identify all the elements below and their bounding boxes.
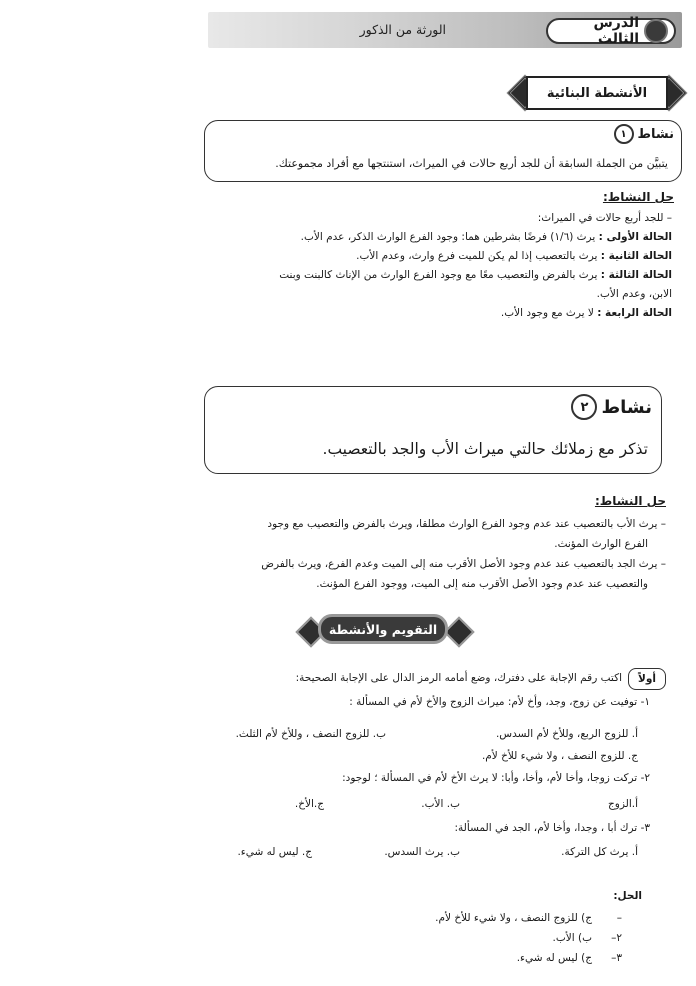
solution-2-heading: حل النشاط:	[594, 494, 666, 508]
question-2: ٢- تركت زوجا، وأخا لأم، وأخا، وأبا: لا يرث الأخ لأم في المسألة ؛ لوجود:	[342, 772, 650, 784]
lesson-emblem-icon	[644, 19, 668, 43]
question-3: ٣- ترك أبا ، وجدا، وأخا لأم، الجد في المسألة:	[454, 822, 650, 834]
question-3-option-a: أ. يرث كل التركة.	[561, 846, 638, 858]
answer-1-number: –	[616, 912, 622, 924]
question-2-option-b: ب. الأب.	[421, 798, 460, 810]
lesson-label: الدرس الثالث	[593, 15, 639, 47]
answer-3: ج) ليس له شيء.	[516, 952, 592, 964]
activity-2-label-text: نشاط	[601, 396, 652, 418]
case-4-label: الحالة الرابعة :	[597, 307, 672, 319]
case-4-text: لا يرث مع وجود الأب.	[500, 307, 598, 319]
case-1-text: يرث (١/٦) فرضًا بشرطين هما: وجود الفرع الوارث الذكر، عدم الأب.	[300, 231, 599, 243]
question-3-option-b: ب. يرث السدس.	[384, 846, 460, 858]
answer-3-number: ٣–	[611, 952, 622, 964]
evaluation-title: التقويم والأنشطة	[318, 614, 448, 644]
question-1-option-b: ب. للزوج النصف ، وللأخ لأم الثلث.	[235, 728, 386, 740]
section-title: الأنشطة البنائية	[526, 76, 668, 110]
activity-2-label	[571, 394, 652, 420]
solution-1-heading: حل النشاط:	[602, 190, 674, 204]
eval-ornament-right-icon	[443, 616, 474, 647]
lesson-tab	[546, 15, 676, 47]
solution-2-line-1: – يرث الأب بالتعصيب عند عدم وجود الفرع الوارث مطلقا، ويرث بالفرض والتعصيب مع وجود	[267, 518, 666, 530]
case-3-cont	[597, 286, 672, 302]
solution-1-intro: – للجد أربع حالات في الميراث:	[537, 212, 672, 224]
solution-2-line-3: – يرث الجد بالتعصيب عند عدم وجود الأصل الأقرب منه إلى الميت وعدم الفرع، ويرث بالفرض	[261, 558, 666, 570]
case-4	[501, 305, 672, 321]
case-3-text: يرث بالفرض والتعصيب معًا مع وجود الفرع الوارث من الإناث كالبنت وبنت	[279, 269, 601, 281]
activity-1-text: يتبيَّن من الجملة السابقة أن للجد أربع حالات في الميراث، استنتجها مع أفراد مجموعتك.	[275, 157, 668, 170]
part-1-label: أولاً	[628, 668, 666, 690]
case-1	[301, 229, 672, 245]
activity-2-text: تذكر مع زملائك حالتي ميراث الأب والجد بالتعصيب.	[322, 440, 648, 458]
activity-1-label	[614, 124, 675, 144]
case-3	[279, 267, 672, 283]
case-2	[356, 248, 672, 264]
part-1-instruction: اكتب رقم الإجابة على دفترك، وضع أمامه الرمز الدال على الإجابة الصحيحة:	[295, 672, 622, 684]
answer-2: ب) الأب.	[552, 932, 592, 944]
question-1-option-c: ج. للزوج النصف ، ولا شيء للأخ لأم.	[481, 750, 638, 762]
case-3-label: الحالة الثالثة :	[600, 269, 672, 281]
question-2-option-c: ج.الأخ.	[294, 798, 324, 810]
answer-2-number: ٢–	[611, 932, 622, 944]
activity-1-box	[204, 120, 682, 182]
answers-heading: الحل:	[613, 890, 642, 902]
header-title: الورثة من الذكور	[359, 22, 446, 37]
case-2-text: يرث بالتعصيب إذا لم يكن للميت فرع وارث، وعدم الأب.	[356, 250, 601, 262]
activity-1-number: ١	[614, 124, 634, 144]
question-3-option-c: ج. ليس له شيء.	[237, 846, 312, 858]
question-1-option-a: أ. للزوج الربع، وللأخ لأم السدس.	[495, 728, 638, 740]
answer-1: ج) للزوج النصف ، ولا شيء للأخ لأم.	[435, 912, 592, 924]
activity-2-number: ٢	[571, 394, 597, 420]
solution-2-line-4: والتعصيب عند عدم وجود الأصل الأقرب منه إلى الميت، ووجود الفرع المؤنث.	[316, 578, 648, 590]
activity-1-label-text: نشاط	[637, 126, 674, 142]
question-2-option-a: أ.الزوج	[607, 798, 638, 810]
question-1: ١- توفيت عن زوج، وجد، وأخ لأم: ميراث الزوج والأخ لأم في المسألة :	[349, 696, 650, 708]
case-3-cont-text: الابن، وعدم الأب.	[596, 288, 672, 300]
case-1-label: الحالة الأولى :	[598, 231, 672, 243]
solution-2-line-2: الفرع الوارث المؤنث.	[554, 538, 648, 550]
case-2-label: الحالة الثانية :	[600, 250, 672, 262]
